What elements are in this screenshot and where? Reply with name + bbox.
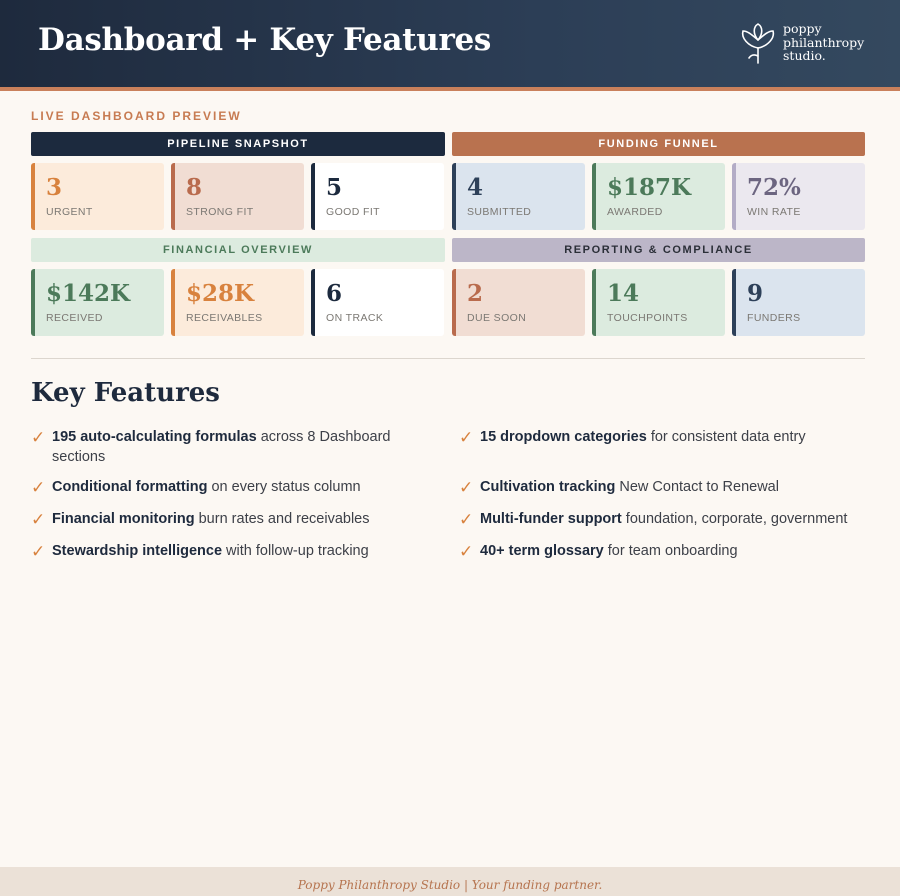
metric-value: $28K: [186, 280, 255, 307]
feature-detail: on every status column: [207, 479, 361, 495]
metric-value: 72%: [747, 174, 801, 201]
metric-value: 5: [326, 174, 343, 201]
section-label: LIVE DASHBOARD PREVIEW: [31, 109, 242, 123]
feature-highlight: Cultivation tracking: [480, 479, 616, 495]
feature-detail: foundation, corporate, government: [621, 511, 848, 527]
feature-highlight: 15 dropdown categories: [480, 429, 647, 445]
metric-card-urgent: [31, 163, 164, 230]
poppy-flower-icon: [738, 22, 778, 64]
metric-value: 2: [467, 280, 484, 307]
feature-detail: for team onboarding: [603, 543, 738, 559]
metric-card-due-soon: [452, 269, 585, 336]
checkmark-icon: ✓: [459, 478, 474, 497]
feature-text: [52, 510, 442, 530]
feature-highlight: Multi-funder support: [480, 511, 622, 527]
key-features-title: Key Features: [31, 378, 220, 408]
header-accent-stripe: [0, 87, 900, 91]
metric-card-on-track: [311, 269, 444, 336]
metric-label: AWARDED: [607, 206, 663, 218]
feature-text: [480, 428, 870, 448]
brand-line: studio.: [783, 48, 826, 63]
band-reporting-compliance: REPORTING & COMPLIANCE: [452, 238, 865, 262]
metric-label: FUNDERS: [747, 312, 801, 324]
brand-wordmark: [783, 22, 864, 63]
metric-value: $142K: [46, 280, 131, 307]
checkmark-icon: ✓: [31, 510, 46, 529]
page-title: Dashboard + Key Features: [38, 22, 492, 58]
metric-card-receivables: [171, 269, 304, 336]
section-divider: [31, 358, 865, 359]
metric-card-touchpoints: [592, 269, 725, 336]
feature-highlight: Conditional formatting: [52, 479, 208, 495]
metric-value: 4: [467, 174, 484, 201]
feature-detail: burn rates and receivables: [194, 511, 370, 527]
checkmark-icon: ✓: [459, 542, 474, 561]
band-pipeline-snapshot: PIPELINE SNAPSHOT: [31, 132, 445, 156]
metric-card-good-fit: [311, 163, 444, 230]
feature-text: [52, 542, 442, 562]
metric-label: ON TRACK: [326, 312, 384, 324]
checkmark-icon: ✓: [31, 542, 46, 561]
metric-label: RECEIVED: [46, 312, 103, 324]
metric-value: $187K: [607, 174, 692, 201]
feature-text: [480, 542, 870, 562]
feature-detail: for consistent data entry: [646, 429, 806, 445]
checkmark-icon: ✓: [31, 428, 46, 447]
band-funding-funnel: FUNDING FUNNEL: [452, 132, 865, 156]
feature-text: [480, 478, 870, 498]
feature-highlight: Financial monitoring: [52, 511, 195, 527]
metric-label: GOOD FIT: [326, 206, 380, 218]
checkmark-icon: ✓: [31, 478, 46, 497]
metric-card-strong-fit: [171, 163, 304, 230]
brand-line: poppy: [783, 21, 822, 36]
feature-highlight: 195 auto-calculating formulas: [52, 429, 257, 445]
feature-text: [480, 510, 870, 530]
feature-text: [52, 428, 442, 467]
metric-value: 9: [747, 280, 764, 307]
metric-label: RECEIVABLES: [186, 312, 263, 324]
footer: [0, 867, 900, 896]
feature-text: [52, 478, 442, 498]
metric-card-funders: [732, 269, 865, 336]
metric-label: WIN RATE: [747, 206, 801, 218]
metric-card-awarded: [592, 163, 725, 230]
metric-card-submitted: [452, 163, 585, 230]
feature-detail: New Contact to Renewal: [615, 479, 779, 495]
metric-card-received: [31, 269, 164, 336]
footer-tagline: Poppy Philanthropy Studio | Your funding partner.: [297, 877, 603, 892]
metric-label: SUBMITTED: [467, 206, 532, 218]
brand-logo: [738, 22, 868, 66]
metric-value: 14: [607, 280, 640, 307]
band-financial-overview: FINANCIAL OVERVIEW: [31, 238, 445, 262]
header-banner: [0, 0, 900, 87]
metric-label: URGENT: [46, 206, 93, 218]
feature-detail: across 8 Dashboard sections: [52, 429, 391, 465]
metric-value: 8: [186, 174, 203, 201]
metric-label: STRONG FIT: [186, 206, 254, 218]
feature-detail: with follow-up tracking: [222, 543, 369, 559]
brand-line: philanthropy: [783, 34, 865, 50]
metric-value: 6: [326, 280, 343, 307]
metric-label: TOUCHPOINTS: [607, 312, 688, 324]
feature-highlight: 40+ term glossary: [480, 543, 604, 559]
metric-label: DUE SOON: [467, 312, 527, 324]
metric-value: 3: [46, 174, 63, 201]
checkmark-icon: ✓: [459, 428, 474, 447]
metric-card-win-rate: [732, 163, 865, 230]
feature-highlight: Stewardship intelligence: [52, 543, 223, 559]
checkmark-icon: ✓: [459, 510, 474, 529]
